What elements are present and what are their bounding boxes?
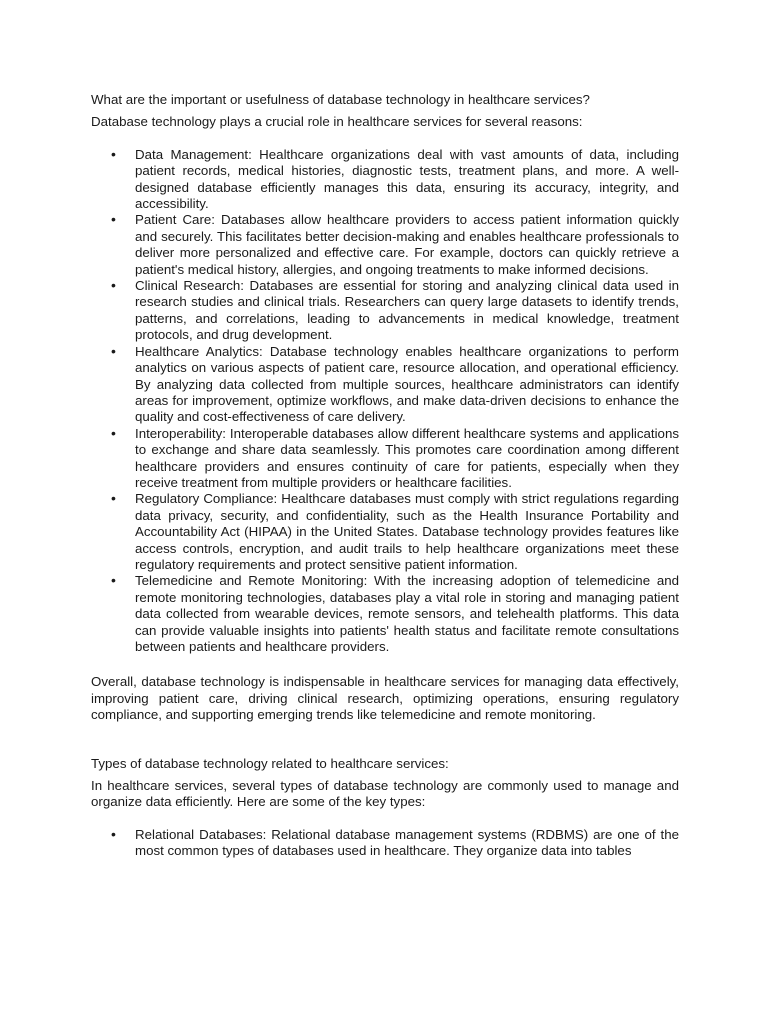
section2-intro: In healthcare services, several types of database technology are commonly used to manage and organize data efficiently. Here are some of the key types:: [91, 778, 679, 810]
section1-intro: Database technology plays a crucial role in healthcare services for several reasons:: [91, 114, 583, 130]
list-item: [91, 573, 679, 655]
section2-question: Types of database technology related to healthcare services:: [91, 755, 449, 771]
list-item: [91, 147, 679, 213]
list-item-text: Clinical Research: Databases are essential for storing and analyzing clinical data used in research studies and clinical trials. Researchers can query large datasets to identify trends, patterns, and correlations, leading to advancements in medical knowledge, treatment protocols, and drug development.: [135, 278, 679, 343]
bullet-icon: •: [111, 490, 116, 507]
bullet-icon: •: [111, 342, 116, 359]
list-item: [91, 491, 679, 573]
bullet-icon: •: [111, 825, 116, 842]
list-item-text: Data Management: Healthcare organizations deal with vast amounts of data, including patient records, medical histories, diagnostic tests, treatment plans, and more. A well-designed database efficiently manages this data, ensuring its accuracy, integrity, and accessibility.: [135, 146, 679, 212]
bullet-icon: •: [111, 572, 116, 589]
list-item: [91, 827, 679, 860]
list-item-text: Interoperability: Interoperable databases allow different healthcare systems and applications to exchange and share data seamlessly. This promotes care coordination among different healthcare providers and ensures continuity of care for patients, especially when they receive treatment from multiple providers or healthcare facilities.: [135, 425, 679, 490]
list-item: [91, 426, 679, 492]
section1-question: What are the important or usefulness of database technology in healthcare services?: [91, 92, 590, 107]
bullet-icon: •: [111, 424, 116, 441]
list-item-text: Relational Databases: Relational database management systems (RDBMS) are one of the most common types of databases used in healthcare. They organize data into tables: [135, 826, 679, 859]
document-page: [91, 92, 679, 860]
list-item-text: Patient Care: Databases allow healthcare providers to access patient information quickly and securely. This facilitates better decision-making and enables healthcare professionals to deliver more personalized and effective care. For example, doctors can quickly retrieve a patient's medical history, allergies, and ongoing treatments to make informed decisions.: [135, 212, 679, 277]
bullet-icon: •: [111, 145, 116, 162]
section1-list: [91, 147, 679, 656]
bullet-icon: •: [111, 277, 116, 294]
list-item: [91, 212, 679, 278]
section1-overall: Overall, database technology is indispensable in healthcare services for managing data effectively, improving patient care, driving clinical research, optimizing operations, ensuring regulatory compliance, and supporting emerging trends like telemedicine and remote monitoring.: [91, 674, 679, 723]
section2-list: [91, 827, 679, 860]
bullet-icon: •: [111, 211, 116, 228]
list-item: [91, 278, 679, 344]
list-item-text: Healthcare Analytics: Database technology enables healthcare organizations to perform analytics on various aspects of patient care, resource allocation, and operational efficiency. By analyzing data collected from multiple sources, healthcare administrators can identify areas for improvement, optimize workflows, and make data-driven decisions to enhance the quality and cost-effectiveness of care delivery.: [135, 343, 679, 425]
list-item-text: Regulatory Compliance: Healthcare databases must comply with strict regulations regarding data privacy, security, and confidentiality, such as the Health Insurance Portability and Accountability Act (HIPAA) in the United States. Database technology provides features like access controls, encryption, and audit trails to help healthcare organizations meet these regulatory requirements and protect sensitive patient information.: [135, 491, 679, 572]
list-item: [91, 344, 679, 426]
list-item-text: Telemedicine and Remote Monitoring: With the increasing adoption of telemedicine and remote monitoring technologies, databases play a vital role in storing and managing patient data collected from wearable devices, remote sensors, and telehealth platforms. This data can provide valuable insights into patients' health status and facilitate remote consultations between patients and healthcare providers.: [135, 573, 679, 654]
